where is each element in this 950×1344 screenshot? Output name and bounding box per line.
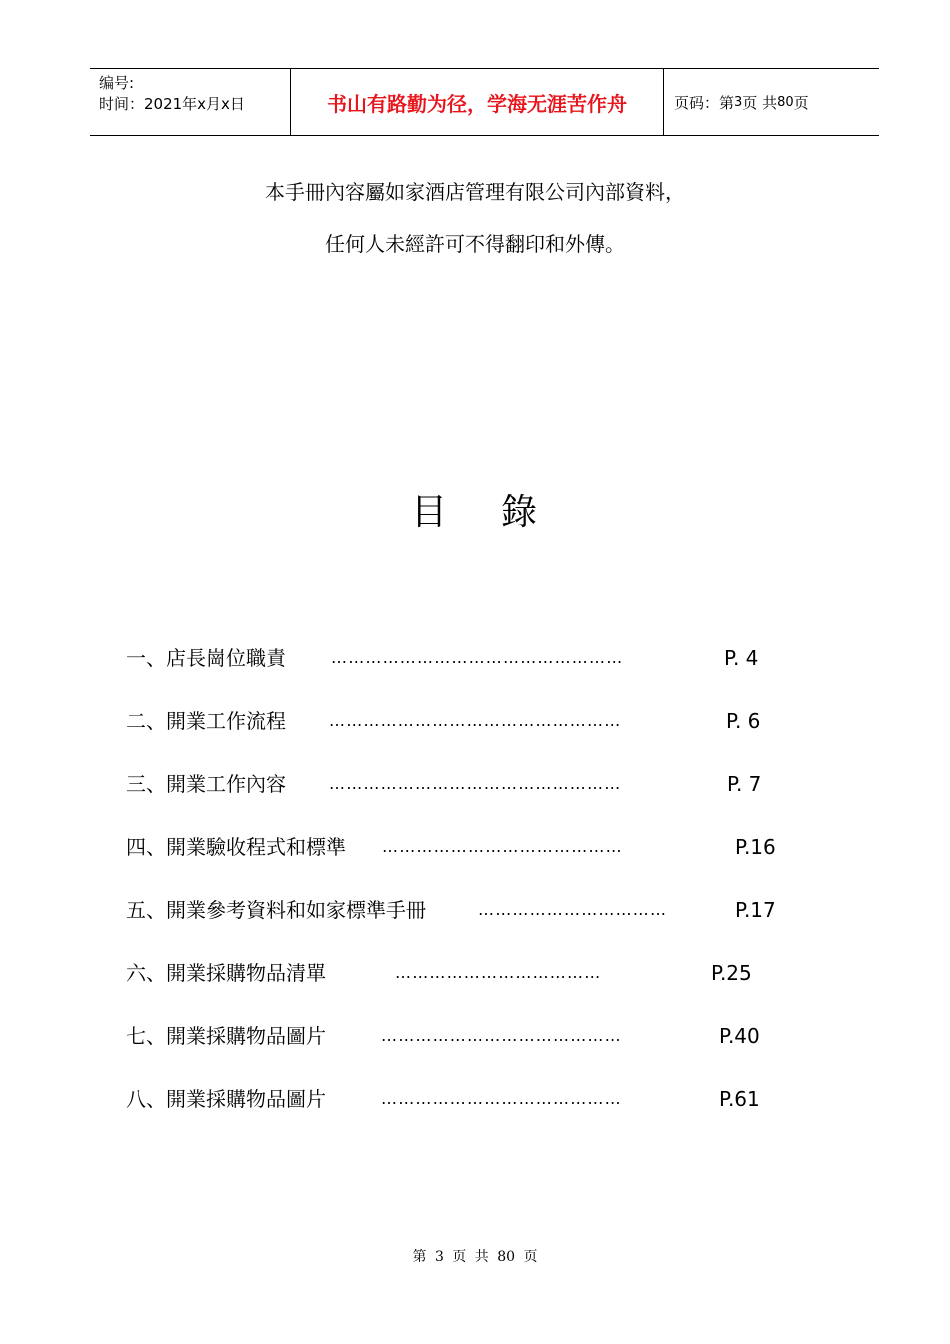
page-current: 3 xyxy=(734,94,743,110)
toc-title-char-1: 目 xyxy=(410,492,449,533)
toc-item-page: P.16 xyxy=(735,835,776,859)
toc-item-page: P.17 xyxy=(735,898,776,922)
page-total: 80 xyxy=(777,94,794,110)
toc-item-dots: …………………………… xyxy=(478,900,668,919)
toc-item-page: P.61 xyxy=(719,1087,760,1111)
page-prefix: 页码：第 xyxy=(674,93,735,112)
page-header xyxy=(90,68,879,136)
toc-item-label: 八、開業採購物品圖片 xyxy=(126,1087,326,1111)
toc-item-page: P. 7 xyxy=(727,772,762,796)
toc-item-label: 四、開業驗收程式和標準 xyxy=(126,835,346,859)
toc-title-char-2: 錄 xyxy=(501,492,540,533)
header-meta-cell xyxy=(90,69,290,135)
toc-item-dots: …………………………………………… xyxy=(331,648,624,667)
toc-item-page: P.40 xyxy=(719,1024,760,1048)
toc-item-dots: …………………………………… xyxy=(382,837,623,856)
toc-item-dots: …………………………………………… xyxy=(329,774,622,793)
page-mid: 页 共 xyxy=(742,93,778,112)
toc-item-label: 五、開業參考資料和如家標準手冊 xyxy=(126,898,426,922)
toc-item-label: 一、店長崗位職責 xyxy=(126,646,286,670)
toc-item-label: 三、開業工作內容 xyxy=(126,772,286,796)
toc-item-label: 六、開業採購物品清單 xyxy=(126,961,326,985)
toc-title xyxy=(0,484,950,535)
header-motto-cell xyxy=(290,69,664,135)
page-footer: 第 3 页 共 80 页 xyxy=(412,1249,538,1265)
toc-item-label: 七、開業採購物品圖片 xyxy=(126,1024,326,1048)
toc-item-dots: …………………………………… xyxy=(381,1026,622,1045)
notice-line-1: 本手冊內容屬如家酒店管理有限公司內部資料， xyxy=(265,180,685,204)
toc-item-page: P. 6 xyxy=(726,709,761,733)
toc-item-page: P.25 xyxy=(711,961,752,985)
toc-item-label: 二、開業工作流程 xyxy=(126,709,286,733)
header-page-cell xyxy=(664,69,879,135)
toc-item-dots: ……………………………… xyxy=(395,963,602,982)
notice-line-2: 任何人未經許可不得翻印和外傳。 xyxy=(325,232,625,256)
toc-item-dots: …………………………………… xyxy=(381,1089,622,1108)
toc-item-page: P. 4 xyxy=(724,646,759,670)
motto-text: 书山有路勤为径，学海无涯苦作舟 xyxy=(327,91,627,116)
page-suffix: 页 xyxy=(793,93,809,112)
time-text: 时间：2021年x月x日 xyxy=(99,95,245,113)
toc-item-dots: …………………………………………… xyxy=(329,711,622,730)
serial-label: 编号: xyxy=(99,74,135,92)
